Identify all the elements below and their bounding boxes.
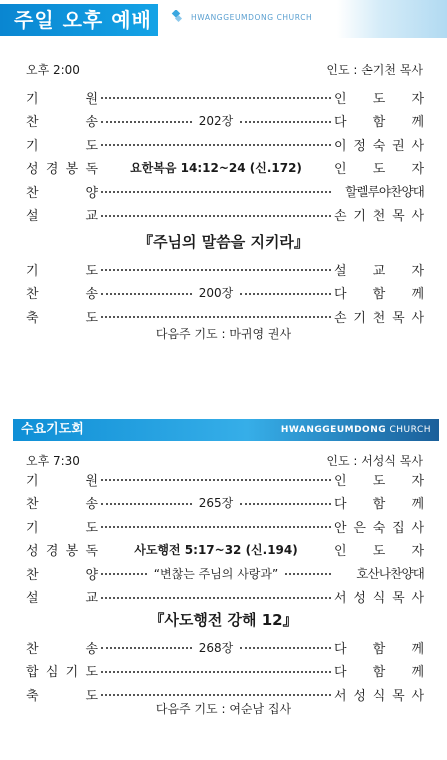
order-row — [26, 517, 424, 535]
order-detail: 사도행전 5:17~32 (신.194) — [134, 543, 298, 557]
dot-leader — [240, 293, 331, 295]
order-detail: 200장 — [198, 286, 234, 300]
sunday-next-prayer: 다음주 기도 : 마귀영 권사 — [155, 327, 292, 341]
order-label: 축 도 — [26, 310, 98, 326]
order-label: 기 원 — [26, 473, 98, 489]
wednesday-header — [13, 419, 439, 441]
order-assignee: 인 도 자 — [334, 162, 424, 177]
order-assignee: 다 함 께 — [334, 641, 424, 657]
order-row — [26, 564, 424, 582]
order-label: 찬 송 — [26, 115, 98, 130]
order-label: 찬 양 — [26, 567, 98, 583]
sunday-sermon-title: 『주님의 말씀을 지키라』 — [138, 233, 309, 251]
sunday-time: 오후 2:00 — [26, 63, 80, 77]
order-assignee: 안 은 숙 집 사 — [334, 520, 424, 536]
dot-leader — [101, 97, 331, 99]
order-label: 성 경 봉 독 — [26, 544, 98, 559]
order-label: 찬 송 — [26, 497, 98, 512]
church-name-bold: HWANGGEUMDONG — [280, 425, 387, 435]
order-label: 기 원 — [26, 91, 98, 107]
sunday-leader: 인도 : 손기천 목사 — [326, 63, 423, 77]
order-assignee: 다 함 께 — [334, 497, 424, 512]
wednesday-leader: 인도 : 서성식 목사 — [326, 454, 423, 468]
order-assignee: 할렐루야찬양대 — [345, 184, 424, 199]
order-assignee: 서 성 식 목 사 — [334, 688, 424, 704]
order-row — [26, 588, 424, 606]
order-row — [26, 284, 424, 302]
dot-leader — [240, 503, 331, 505]
order-label: 찬 송 — [26, 641, 98, 657]
order-assignee: 인 도 자 — [334, 91, 424, 107]
wednesday-time: 오후 7:30 — [26, 454, 80, 468]
order-label: 기 도 — [26, 138, 98, 154]
dot-leader — [101, 293, 192, 295]
order-assignee: 손 기 천 목 사 — [334, 310, 424, 326]
order-row — [26, 182, 424, 200]
sunday-header-title: 주일 오후 예배 — [0, 4, 158, 36]
order-assignee: 다 함 께 — [334, 665, 424, 680]
order-detail: 265장 — [198, 496, 234, 510]
order-label: 찬 양 — [26, 185, 98, 201]
order-row — [26, 135, 424, 153]
church-name-rest: CHURCH — [389, 425, 431, 435]
dot-leader — [101, 121, 192, 123]
order-row — [26, 541, 424, 559]
dot-leader — [240, 121, 331, 123]
dot-leader — [101, 694, 331, 696]
order-detail: “변찮는 주님의 사랑과” — [153, 566, 279, 581]
order-assignee: 호산나찬양대 — [356, 566, 424, 581]
order-row — [26, 470, 424, 488]
dot-leader — [101, 316, 331, 318]
order-assignee: 다 함 께 — [334, 115, 424, 130]
order-row — [26, 662, 424, 680]
order-label: 성 경 봉 독 — [26, 162, 98, 177]
order-label: 찬 송 — [26, 287, 98, 302]
wednesday-sermon-title: 『사도행전 강해 12』 — [149, 611, 298, 629]
order-row — [26, 307, 424, 325]
order-row — [26, 112, 424, 130]
sunday-header-church: HWANGGEUMDONG CHURCH — [191, 13, 313, 22]
order-assignee: 인 도 자 — [334, 544, 424, 559]
dot-leader — [101, 647, 192, 649]
dot-leader — [101, 526, 331, 528]
order-assignee: 다 함 께 — [334, 287, 424, 302]
order-assignee: 이 정 숙 권 사 — [334, 138, 424, 154]
order-row — [26, 206, 424, 224]
order-label: 축 도 — [26, 688, 98, 704]
wednesday-header-church — [281, 419, 431, 441]
order-detail: 202장 — [198, 114, 234, 128]
order-label: 합 심 기 도 — [26, 665, 98, 680]
order-label: 설 교 — [26, 209, 98, 224]
dot-leader — [240, 647, 331, 649]
wednesday-header-title: 수요기도회 — [21, 422, 84, 437]
order-row — [26, 88, 424, 106]
dot-leader — [101, 269, 331, 271]
order-label: 기 도 — [26, 263, 98, 279]
dot-leader — [101, 144, 331, 146]
order-row — [26, 638, 424, 656]
dot-leader — [285, 573, 331, 575]
sunday-header — [0, 0, 447, 38]
dot-leader — [101, 503, 192, 505]
wednesday-next-prayer: 다음주 기도 : 여순남 집사 — [155, 702, 292, 716]
order-row — [26, 494, 424, 512]
order-assignee: 서 성 식 목 사 — [334, 591, 424, 606]
order-assignee: 설 교 자 — [334, 263, 424, 279]
dot-leader — [101, 671, 331, 673]
dot-leader — [101, 479, 331, 481]
header-decoration — [337, 0, 447, 38]
order-detail: 요한복음 14:12~24 (신.172) — [130, 161, 302, 175]
dot-leader — [101, 597, 331, 599]
order-assignee: 인 도 자 — [334, 473, 424, 489]
dot-leader — [101, 215, 331, 217]
order-row — [26, 260, 424, 278]
diamond-logo-icon — [170, 10, 184, 24]
order-row — [26, 159, 424, 177]
order-detail: 268장 — [198, 640, 234, 655]
order-label: 기 도 — [26, 520, 98, 536]
order-assignee: 손 기 천 목 사 — [334, 209, 424, 224]
dot-leader — [101, 191, 331, 193]
dot-leader — [101, 573, 147, 575]
order-label: 설 교 — [26, 591, 98, 606]
